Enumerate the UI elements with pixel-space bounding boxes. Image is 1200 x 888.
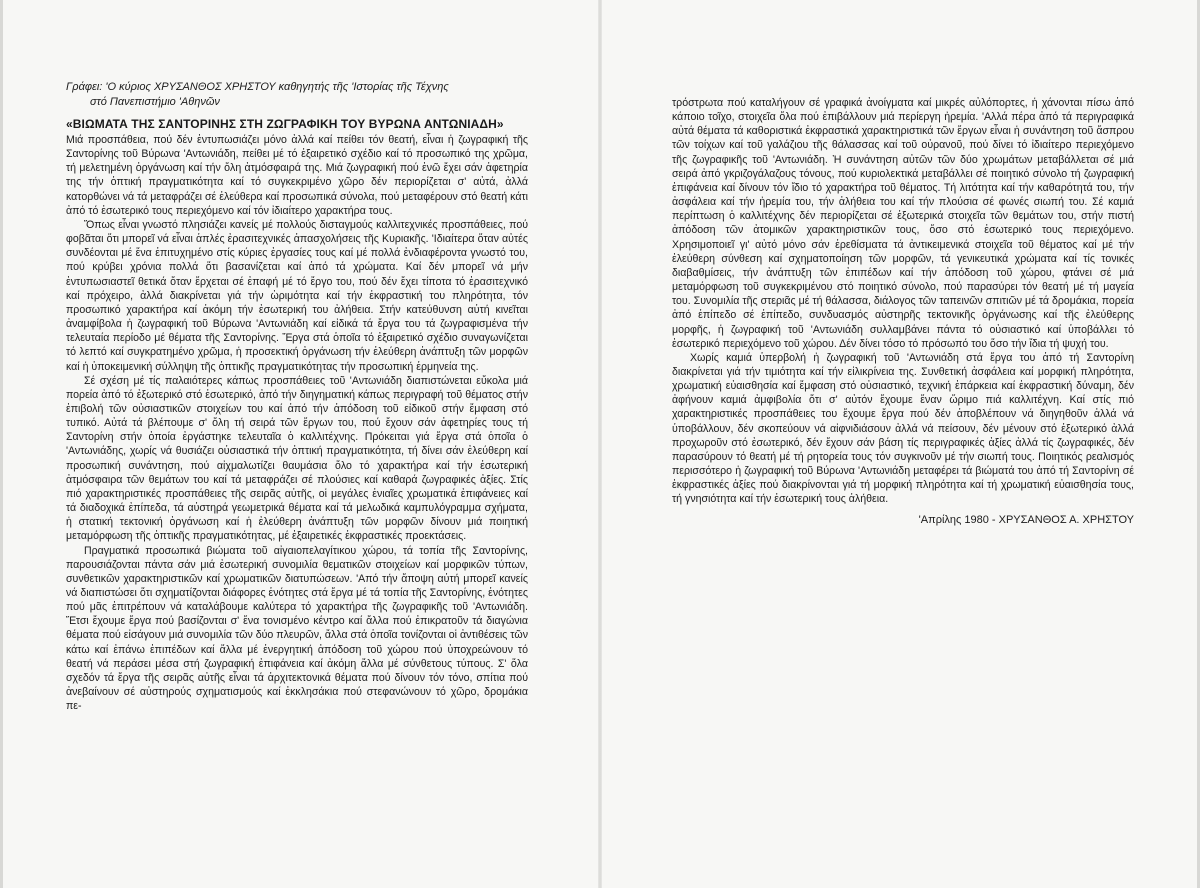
paragraph: Χωρίς καμιά ὑπερβολή ἡ ζωγραφική τοῦ 'Αντωνιάδη στά ἔργα του ἀπό τή Σαντορίνη διακρίνεται γιά τήν τιμιότητα καί τήν εἰλικρίνεια της. Συνθετική ἀσφάλεια καί μορφική πληρότητα, χρωματική εὐαισθησία καί ἔμφαση στό οὐσιαστικό, τεχνική ἐπάρκεια καί ἐκφραστική δύναμη, δέν ἀφήνουν καμιά ἀμφιβολία ὅτι σ' αὐτόν ἔχουμε ἕναν ὥριμο πιά καλλιτέχνη. Καί στίς πιό χαρακτηριστικές προσπάθειες του ἔχουμε ἔργα πού δέν ἀποβλέπουν νά διηγηθοῦν ἀλλά νά ὑποβάλλουν, δέν σκοπεύουν νά αἰφνιδιάσουν ἀλλά νά πείσουν, δέν μένουν στό ἐξωτερικό ἀλλά προχωροῦν στό ἐσωτερικό, δέν ἔχουν σάν βάση τίς περιγραφικές ἀξίες ἀλλά τίς ζωγραφικές, δέν παρασύρουν τό θεατή μέ τή ρητορεία τους τόν συγκινοῦν μέ τήν σιωπή τους. Ποιητικός ρεαλισμός περισσότερο ἡ ζωγραφική τοῦ Βύρωνα 'Αντωνιάδη μεταφέρει τά βιώματά του ἀπό τή Σαντορίνη σέ ἐκφραστικές ἀξίες πού διακρίνονται γιά τή μορφική πληρότητα καί τή χρωματική εὐαισθησία τους, τή γνησιότητα καί τήν ἐσωτερική τους ἀλήθεια.	[672, 351, 1134, 506]
paragraph: Μιά προσπάθεια, πού δέν ἐντυπωσιάζει μόνο ἀλλά καί πείθει τόν θεατή, εἶναι ἡ ζωγραφική τῆς Σαντορίνης τοῦ Βύρωνα 'Αντωνιάδη, πείθει μέ τό ἐξαιρετικό σχέδιο καί τό προσωπικό της χρῶμα, τή μελετημένη ὀργάνωση καί τήν ὅλη ἀτμόσφαιρά της. Μιά ζωγραφική πού ἐνῶ ἔχει σάν ἀφετηρία της τήν ὀπτική πραγματικότητα καί τό συγκεκριμένο χῶρο δέν περιορίζεται σ' αὐτά, ἀλλά κατορθώνει νά τά μεταφράζει σέ ἐλεύθερα καί προσωπικά σύνολα, πού μεταφέρουν στό θεατή κάτι ἀπό τό ἐσωτερικό τους περιεχόμενο καί τόν ἰδιαίτερο χαρακτήρα τους.	[66, 134, 528, 217]
signature: 'Απρίλης 1980 - ΧΡΥΣΑΝΘΟΣ Α. ΧΡΗΣΤΟΥ	[918, 513, 1134, 526]
right-page-column	[672, 96, 1134, 527]
byline: Γράφει: 'Ο κύριος ΧΡΥΣΑΝΘΟΣ ΧΡΗΣΤΟΥ καθηγητής τῆς 'Ιστορίας τῆς Τέχνης	[66, 81, 449, 93]
paragraph: τρόστρωτα πού καταλήγουν σέ γραφικά ἀνοίγματα καί μικρές αὐλόπορτες, ἡ χάνονται πίσω ἀπό κάποιο τοῖχο, στοιχεῖα ὅλα πού ἐπιβάλλουν μιά περίεργη ἠρεμία. 'Αλλά πέρα ἀπό τά περιγραφικά αὐτά θέματα τά καθοριστικά ἐκφραστικά χαρακτηριστικά τῶν ἔργων εἶναι ἡ συνάντηση τοῦ ἄσπρου τῶν τοίχων καί τοῦ γαλάζιου τῆς θάλασσας καί τοῦ οὐρανοῦ, πού δίνει τό ἰδιαίτερο περιεχόμενο τῆς ζωγραφικῆς τοῦ 'Αντωνιάδη. Ἡ συνάντηση αὐτῶν τῶν δύο χρωμάτων μεταβάλλεται σέ μιά σειρά ἀπό γκριζογάλαζους τόνους, πού κυριολεκτικά μεταβάλλει σέ ποιητικό σύνολο τή ζωγραφική ἐπιφάνεια καί δίνουν τόν ἴδιο τό χαρακτήρα τοῦ θέματος. Τή λιτότητα καί τήν καθαρότητά του, τήν ἀσφάλεια καί τήν ἠρεμία του, τήν ἀλήθεια του καί τήν πλούσια σέ φωνές σιωπή του. Σέ καμιά περίπτωση ὁ καλλιτέχνης δέν περιορίζεται σέ ἐξωτερικά στοιχεῖα τῶν θεμάτων του, στήν πιστή ἀπόδοση τῶν ἀτομικῶν χαρακτηριστικῶν τους, ὅσο στό ἐσωτερικό τους περιεχόμενο. Χρησιμοποιεῖ γι' αὐτό μόνο σάν ἐρεθίσματα τά ἀντικειμενικά στοιχεῖα τοῦ θέματος καί μέ τήν ἐλεύθερη σύνθεση καί σχηματοποίηση τῶν μορφῶν, τά γενικευτικά χρώματα καί τίς τονικές διαβαθμίσεις, τήν ἀνάπτυξη τῶν ἐπιπέδων καί τήν ἀπόδοση τοῦ χώρου, φτάνει σέ μιά μεταμόρφωση τοῦ συγκεκριμένου στό ποιητικό σύνολο, πού παρασύρει τόν θεατή μέ τή μαγεία του. Συνομιλία τῆς στεριᾶς μέ τή θάλασσα, διάλογος τῶν ταπεινῶν σπιτιῶν μέ τά δρομάκια, πορεία ἀπό ἐπίπεδο σέ ἐπίπεδο, συνδυασμός αὐστηρῆς τεκτονικῆς ὀργάνωσης καί τῆς ἐλεύθερης μορφῆς, ἡ ζωγραφική τοῦ 'Αντωνιάδη συλλαμβάνει πάντα τό οὐσιαστικό καί ὑποβάλλει τό ἐσωτερικό περιεχόμενο τοῦ χώρου. Δέν δίνει τόσο τό πρόσωπό του ὅσο τήν ἴδια τή ψυχή του.	[672, 97, 1134, 350]
article-title: «ΒΙΩΜΑΤΑ ΤΗΣ ΣΑΝΤΟΡΙΝΗΣ ΣΤΗ ΖΩΓΡΑΦΙΚΗ ΤΟΥ ΒΥΡΩΝΑ ΑΝΤΩΝΙΑΔΗ»	[66, 117, 504, 131]
page-edge-left	[0, 0, 3, 888]
byline-affiliation: στό Πανεπιστήμιο 'Αθηνῶν	[90, 96, 220, 108]
left-page-column	[66, 80, 528, 713]
paragraph: Σέ σχέση μέ τίς παλαιότερες κάπως προσπάθειες τοῦ 'Αντωνιάδη διαπιστώνεται εὔκολα μιά πορεία ἀπό τό ἐξωτερικό στό ἐσωτερικό, ἀπό τήν διηγηματική κάπως περιγραφή τοῦ θέματος στήν ἐπιβολή τῶν οὐσιαστικῶν στοιχείων του καί ἀπό τήν ἀπόδοση τοῦ εἰδικοῦ στήν ἔμφαση στό τυπικό. Αὐτά τά βλέπουμε σ' ὅλη τή σειρά τῶν ἔργων του, πού ἔχουν σάν ἀφετηρίες τους τή Σαντορίνη στήν ὁποία ἐργάστηκε τελευταῖα ὁ καλλιτέχνης. Πρόκειται γιά ἔργα στά ὁποῖα ὁ 'Αντωνιάδης, χωρίς νά θυσιάζει οὐσιαστικά τήν ὀπτική πραγματικότητα, τή δίνει σάν ἐλεύθερη καί προσωπική συνάντηση, πού αἰχμαλωτίζει θαυμάσια ὅλο τό χαρακτήρα καί τήν ἐσωτερική ἀτμόσφαιρα τῶν θεμάτων του καί τά μεταφράζει σέ πλούσιες καί καθαρά ζωγραφικές ἀξίες. Στίς πιό χαρακτηριστικές προσπάθειες τῆς σειρᾶς αὐτῆς, οἱ μεγάλες ἐνιαῖες χρωματικά ἐπιφάνειες καί τά διαδοχικά ἐπίπεδα, τά αὐστηρά γεωμετρικά θέματα καί τά μελωδικά καμπυλόγραμμα σχήματα, ἡ στατική τεκτονική ὀργάνωση καί ἡ ἐλεύθερη ἀνάπτυξη τῶν μορφῶν δίνουν μιά ποιητική μεταμόρφωση τῆς ὀπτικῆς πραγματικότητας, μέ ἐξαιρετικές ἐκφραστικές προεκτάσεις.	[66, 374, 528, 543]
page-fold	[598, 0, 602, 888]
paragraph: Ὅπως εἶναι γνωστό πλησιάζει κανείς μέ πολλούς δισταγμούς καλλιτεχνικές προσπάθειες, πού φοβᾶται ὅτι μπορεῖ νά εἶναι ἁπλές ἐρασιτεχνικές ἀπασχολήσεις τῆς Κυριακῆς. 'Ιδιαίτερα ὅταν αὐτές συνδέονται μέ ἕνα ἐπιτυχημένο στίς κύριες ἐργασίες τους καί μέ πολλά ἐνδιαφέροντα γνωστό του, πού κρύβει χρόνια πολλά ὅτι βασανίζεται καί ἀπό τά χρώματα. Καί δέν μπορεῖ νά μήν ἐντυπωσιαστεῖ θετικά ὅταν ἔρχεται σέ ἐπαφή μέ τό ἔργο του, πού δέν ἔχει τίποτα τό ἐρασιτεχνικό καί πρόχειρο, ἀλλά διακρίνεται γιά τήν ὡριμότητα καί τήν ἐκφραστική του πληρότητα, τόν προσωπικό χαρακτήρα καί ἀκόμη τήν ἐσωτερική του ἀλήθεια. Στήν κατεύθυνση αὐτή κινεῖται ἀναμφίβολα ἡ ζωγραφική τοῦ Βύρωνα 'Αντωνιάδη καί εἰδικά τά ἔργα του τά ζωγραφισμένα τήν τελευταία περίοδο μέ θέματα τῆς Σαντορίνης. Ἔργα στά ὁποῖα τό ἐξαιρετικό σχέδιο συναγωνίζεται τό λεπτό καί συγκρατημένο χρῶμα, ἡ προσεκτική ὀργάνωση τήν ἐλεύθερη ἀνάπτυξη τῶν μορφῶν καί ἡ ὑποκειμενική σύλληψη τῆς ὀπτικῆς πραγματικότητας τήν προσωπική ἑρμηνεία της.	[66, 218, 528, 373]
paragraph: Πραγματικά προσωπικά βιώματα τοῦ αἰγαιοπελαγίτικου χώρου, τά τοπία τῆς Σαντορίνης, παρουσιάζονται πάντα σάν μιά ἐσωτερική συνομιλία θεματικῶν στοιχείων καί μορφικῶν τύπων, συνθετικῶν χαρακτηριστικῶν καί χρωματικῶν διατυπώσεων. 'Από τήν ἄποψη αὐτή μπορεῖ κανείς νά διαπιστώσει ὅτι σχηματίζονται διάφορες ἑνότητες στά ἔργα μέ τά τοπία τῆς Σαντορίνης, ἑνότητες πού μᾶς ἐπιτρέπουν νά καταλάβουμε καλύτερα τό χαρακτήρα τῆς ζωγραφικῆς τοῦ 'Αντωνιάδη. Ἔτσι ἔχουμε ἔργα πού βασίζονται σ' ἕνα τονισμένο κέντρο καί ἄλλα πού ἐπικρατοῦν τά διαγώνια θέματα πού εἰσάγουν μιά συνομιλία τῶν δύο πλευρῶν, ἄλλα στά ὁποῖα τονίζονται οἱ ἀντιθέσεις τῶν κάτω καί ἐπάνω ἐπιπέδων καί ἄλλα μέ ἐνεργητική ἀπόδοση τοῦ χώρου πού ὑποχρεώνουν τό θεατή νά περάσει μέσα στή ζωγραφική ἐπιφάνεια καί ἀκόμη ἄλλα μέ σύνθετους τύπους. Σ' ὅλα σχεδόν τά ἔργα τῆς σειρᾶς αὐτῆς εἶναι τά ἀρχιτεκτονικά θέματα πού δίνουν τόν τόνο, σπίτια πού ἀνεβαίνουν σέ αὐστηρούς σχηματισμούς καί ἐκκλησάκια πού στεφανώνουν τό χῶρο, δρομάκια πε-	[66, 544, 528, 713]
